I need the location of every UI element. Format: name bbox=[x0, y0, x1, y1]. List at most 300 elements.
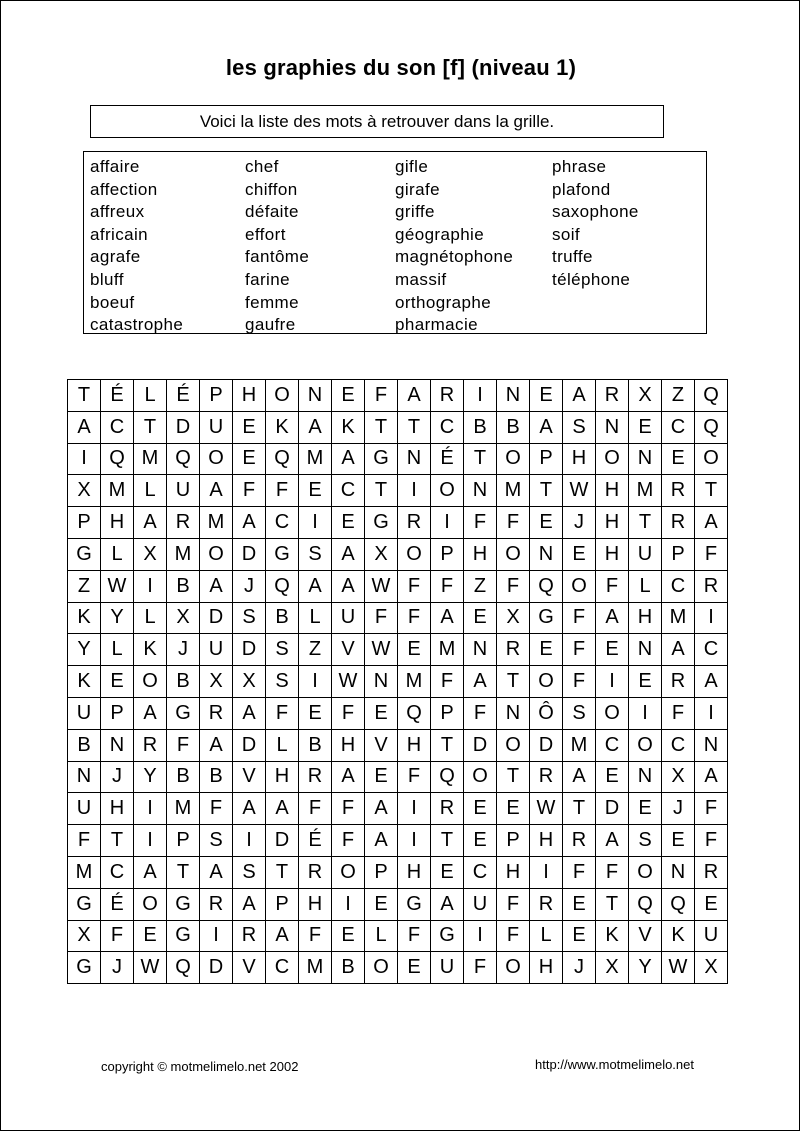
grid-cell: A bbox=[695, 507, 728, 539]
grid-cell: X bbox=[596, 952, 629, 984]
grid-cell: A bbox=[200, 856, 233, 888]
grid-row bbox=[68, 380, 728, 412]
grid-cell: F bbox=[398, 761, 431, 793]
grid-cell: A bbox=[200, 570, 233, 602]
grid-cell: O bbox=[596, 443, 629, 475]
grid-cell: D bbox=[596, 793, 629, 825]
grid-cell: A bbox=[68, 411, 101, 443]
grid-cell: M bbox=[101, 475, 134, 507]
grid-cell: Ô bbox=[530, 697, 563, 729]
grid-cell: M bbox=[200, 507, 233, 539]
page-title: les graphies du son [f] (niveau 1) bbox=[225, 55, 577, 80]
grid-cell: E bbox=[365, 761, 398, 793]
grid-cell: N bbox=[629, 761, 662, 793]
grid-cell: F bbox=[68, 825, 101, 857]
grid-cell: J bbox=[101, 952, 134, 984]
word-item: affreux bbox=[90, 202, 145, 222]
grid-cell: C bbox=[266, 507, 299, 539]
grid-cell: A bbox=[233, 697, 266, 729]
grid-cell: U bbox=[332, 602, 365, 634]
grid-cell: A bbox=[530, 411, 563, 443]
word-item: chiffon bbox=[245, 179, 298, 199]
grid-cell: A bbox=[332, 761, 365, 793]
grid-cell: H bbox=[530, 825, 563, 857]
grid-cell: N bbox=[629, 443, 662, 475]
grid-cell: H bbox=[101, 507, 134, 539]
grid-cell: C bbox=[662, 411, 695, 443]
grid-cell: F bbox=[365, 602, 398, 634]
grid-cell: U bbox=[431, 952, 464, 984]
grid-cell: R bbox=[530, 888, 563, 920]
grid-cell: H bbox=[233, 380, 266, 412]
grid-cell: F bbox=[695, 538, 728, 570]
grid-cell: P bbox=[497, 825, 530, 857]
grid-cell: V bbox=[629, 920, 662, 952]
grid-cell: N bbox=[596, 411, 629, 443]
word-item: chef bbox=[245, 157, 279, 176]
grid-cell: F bbox=[398, 602, 431, 634]
grid-cell: W bbox=[101, 570, 134, 602]
word-item: gaufre bbox=[245, 315, 296, 335]
grid-cell: D bbox=[200, 602, 233, 634]
grid-cell: A bbox=[398, 380, 431, 412]
grid-cell: F bbox=[464, 697, 497, 729]
grid-cell: E bbox=[134, 920, 167, 952]
grid-cell: E bbox=[299, 475, 332, 507]
grid-cell: S bbox=[266, 634, 299, 666]
grid-cell: B bbox=[68, 729, 101, 761]
grid-cell: M bbox=[167, 793, 200, 825]
grid-cell: T bbox=[431, 825, 464, 857]
grid-cell: Q bbox=[266, 443, 299, 475]
grid-cell: G bbox=[167, 888, 200, 920]
grid-cell: R bbox=[134, 729, 167, 761]
grid-cell: Q bbox=[167, 952, 200, 984]
grid-cell: A bbox=[365, 793, 398, 825]
grid-cell: A bbox=[266, 920, 299, 952]
grid-cell: K bbox=[332, 411, 365, 443]
grid-cell: I bbox=[134, 570, 167, 602]
grid-cell: R bbox=[530, 761, 563, 793]
grid-cell: L bbox=[101, 538, 134, 570]
grid-cell: E bbox=[101, 666, 134, 698]
grid-cell: O bbox=[398, 538, 431, 570]
grid-cell: J bbox=[101, 761, 134, 793]
grid-cell: I bbox=[68, 443, 101, 475]
grid-cell: S bbox=[200, 825, 233, 857]
grid-cell: G bbox=[167, 920, 200, 952]
grid-cell: R bbox=[662, 507, 695, 539]
grid-cell: E bbox=[629, 793, 662, 825]
word-item: fantôme bbox=[245, 247, 310, 267]
word-item: africain bbox=[90, 224, 149, 244]
grid-cell: K bbox=[596, 920, 629, 952]
grid-cell: H bbox=[629, 602, 662, 634]
grid-cell: C bbox=[101, 411, 134, 443]
grid-cell: A bbox=[662, 634, 695, 666]
grid-cell: K bbox=[134, 634, 167, 666]
grid-cell: E bbox=[431, 856, 464, 888]
grid-cell: I bbox=[629, 697, 662, 729]
grid-row bbox=[68, 411, 728, 443]
grid-cell: G bbox=[68, 952, 101, 984]
grid-cell: É bbox=[101, 380, 134, 412]
grid-cell: T bbox=[695, 475, 728, 507]
grid-cell: G bbox=[398, 888, 431, 920]
grid-cell: O bbox=[563, 570, 596, 602]
grid-cell: N bbox=[398, 443, 431, 475]
word-item: affection bbox=[90, 179, 158, 199]
grid-cell: N bbox=[464, 475, 497, 507]
grid-cell: A bbox=[299, 411, 332, 443]
grid-cell: N bbox=[662, 856, 695, 888]
grid-cell: R bbox=[167, 507, 200, 539]
grid-cell: X bbox=[629, 380, 662, 412]
grid-row bbox=[68, 443, 728, 475]
grid-cell: A bbox=[134, 697, 167, 729]
grid-cell: F bbox=[266, 475, 299, 507]
word-item: orthographe bbox=[395, 292, 492, 312]
grid-cell: Z bbox=[68, 570, 101, 602]
grid-cell: F bbox=[431, 570, 464, 602]
grid-cell: Q bbox=[695, 411, 728, 443]
website-url: http://www.motmelimelo.net bbox=[535, 1057, 694, 1072]
grid-cell: U bbox=[200, 411, 233, 443]
grid-row bbox=[68, 761, 728, 793]
grid-cell: B bbox=[167, 570, 200, 602]
grid-cell: O bbox=[365, 952, 398, 984]
grid-cell: H bbox=[497, 856, 530, 888]
grid-cell: F bbox=[662, 697, 695, 729]
grid-cell: B bbox=[167, 761, 200, 793]
grid-cell: H bbox=[563, 443, 596, 475]
grid-cell: A bbox=[464, 666, 497, 698]
grid-cell: H bbox=[398, 729, 431, 761]
grid-cell: N bbox=[365, 666, 398, 698]
grid-cell: N bbox=[101, 729, 134, 761]
grid-row bbox=[68, 920, 728, 952]
grid-cell: E bbox=[464, 825, 497, 857]
grid-cell: R bbox=[431, 380, 464, 412]
grid-cell: L bbox=[266, 729, 299, 761]
grid-cell: F bbox=[596, 570, 629, 602]
word-item: griffe bbox=[395, 202, 435, 222]
grid-cell: R bbox=[695, 856, 728, 888]
grid-cell: Q bbox=[530, 570, 563, 602]
grid-cell: P bbox=[431, 697, 464, 729]
grid-cell: J bbox=[167, 634, 200, 666]
grid-cell: T bbox=[365, 475, 398, 507]
grid-cell: E bbox=[299, 697, 332, 729]
grid-cell: D bbox=[464, 729, 497, 761]
word-column-3 bbox=[395, 156, 513, 337]
grid-cell: F bbox=[563, 856, 596, 888]
grid-cell: A bbox=[563, 380, 596, 412]
grid-cell: H bbox=[332, 729, 365, 761]
grid-cell: B bbox=[299, 729, 332, 761]
grid-cell: R bbox=[398, 507, 431, 539]
grid-cell: E bbox=[233, 411, 266, 443]
word-item: farine bbox=[245, 269, 290, 289]
grid-cell: U bbox=[200, 634, 233, 666]
grid-row bbox=[68, 475, 728, 507]
grid-cell: O bbox=[695, 443, 728, 475]
grid-cell: X bbox=[695, 952, 728, 984]
grid-cell: O bbox=[497, 729, 530, 761]
grid-cell: E bbox=[563, 920, 596, 952]
grid-cell: I bbox=[464, 920, 497, 952]
grid-cell: A bbox=[134, 856, 167, 888]
grid-cell: E bbox=[596, 761, 629, 793]
grid-cell: K bbox=[68, 602, 101, 634]
grid-cell: S bbox=[629, 825, 662, 857]
grid-cell: Z bbox=[299, 634, 332, 666]
grid-cell: E bbox=[629, 411, 662, 443]
grid-row bbox=[68, 538, 728, 570]
grid-cell: Q bbox=[266, 570, 299, 602]
grid-cell: I bbox=[332, 888, 365, 920]
grid-cell: E bbox=[332, 920, 365, 952]
grid-cell: K bbox=[68, 666, 101, 698]
word-item: femme bbox=[245, 292, 299, 312]
grid-cell: G bbox=[365, 443, 398, 475]
grid-cell: R bbox=[299, 761, 332, 793]
grid-cell: F bbox=[167, 729, 200, 761]
grid-cell: R bbox=[200, 888, 233, 920]
grid-cell: L bbox=[134, 380, 167, 412]
grid-cell: P bbox=[662, 538, 695, 570]
grid-cell: I bbox=[398, 793, 431, 825]
grid-cell: U bbox=[629, 538, 662, 570]
grid-cell: P bbox=[266, 888, 299, 920]
grid-cell: I bbox=[530, 856, 563, 888]
grid-cell: A bbox=[299, 570, 332, 602]
grid-cell: W bbox=[530, 793, 563, 825]
grid-cell: N bbox=[629, 634, 662, 666]
grid-cell: O bbox=[464, 761, 497, 793]
grid-cell: B bbox=[332, 952, 365, 984]
grid-cell: E bbox=[563, 888, 596, 920]
grid-cell: H bbox=[596, 475, 629, 507]
grid-cell: F bbox=[365, 380, 398, 412]
grid-cell: F bbox=[431, 666, 464, 698]
word-item: géographie bbox=[395, 224, 485, 244]
grid-cell: D bbox=[233, 634, 266, 666]
grid-cell: B bbox=[200, 761, 233, 793]
grid-cell: R bbox=[200, 697, 233, 729]
grid-row bbox=[68, 888, 728, 920]
grid-cell: H bbox=[266, 761, 299, 793]
grid-cell: D bbox=[530, 729, 563, 761]
grid-cell: Q bbox=[398, 697, 431, 729]
grid-cell: O bbox=[629, 856, 662, 888]
grid-cell: I bbox=[695, 602, 728, 634]
grid-cell: L bbox=[101, 634, 134, 666]
grid-cell: F bbox=[464, 952, 497, 984]
grid-cell: O bbox=[134, 888, 167, 920]
grid-cell: X bbox=[662, 761, 695, 793]
grid-cell: G bbox=[266, 538, 299, 570]
grid-cell: Y bbox=[68, 634, 101, 666]
grid-cell: R bbox=[299, 856, 332, 888]
grid-cell: N bbox=[530, 538, 563, 570]
grid-cell: E bbox=[464, 793, 497, 825]
grid-cell: F bbox=[497, 570, 530, 602]
grid-cell: R bbox=[233, 920, 266, 952]
grid-cell: P bbox=[200, 380, 233, 412]
grid-cell: F bbox=[233, 475, 266, 507]
grid-cell: M bbox=[134, 443, 167, 475]
grid-cell: R bbox=[563, 825, 596, 857]
grid-row bbox=[68, 952, 728, 984]
grid-cell: C bbox=[596, 729, 629, 761]
grid-cell: A bbox=[266, 793, 299, 825]
grid-cell: U bbox=[68, 697, 101, 729]
word-item: gifle bbox=[395, 157, 429, 176]
grid-cell: Q bbox=[695, 380, 728, 412]
grid-cell: C bbox=[695, 634, 728, 666]
word-item: girafe bbox=[395, 179, 440, 199]
grid-row bbox=[68, 697, 728, 729]
grid-cell: A bbox=[233, 507, 266, 539]
grid-cell: E bbox=[662, 443, 695, 475]
grid-cell: J bbox=[662, 793, 695, 825]
grid-cell: I bbox=[398, 475, 431, 507]
grid-cell: E bbox=[233, 443, 266, 475]
grid-cell: F bbox=[695, 825, 728, 857]
grid-cell: C bbox=[266, 952, 299, 984]
word-item: truffe bbox=[552, 247, 593, 267]
grid-row bbox=[68, 856, 728, 888]
grid-cell: E bbox=[662, 825, 695, 857]
grid-cell: É bbox=[299, 825, 332, 857]
grid-cell: T bbox=[134, 411, 167, 443]
grid-cell: U bbox=[695, 920, 728, 952]
grid-cell: É bbox=[431, 443, 464, 475]
grid-cell: D bbox=[200, 952, 233, 984]
grid-cell: H bbox=[101, 793, 134, 825]
grid-cell: Q bbox=[101, 443, 134, 475]
grid-cell: Q bbox=[662, 888, 695, 920]
grid-cell: F bbox=[563, 602, 596, 634]
grid-row bbox=[68, 634, 728, 666]
word-item: plafond bbox=[552, 179, 611, 199]
grid-cell: A bbox=[431, 888, 464, 920]
grid-cell: F bbox=[299, 920, 332, 952]
grid-cell: Z bbox=[662, 380, 695, 412]
grid-cell: T bbox=[563, 793, 596, 825]
grid-cell: A bbox=[695, 761, 728, 793]
grid-cell: I bbox=[464, 380, 497, 412]
grid-cell: M bbox=[662, 602, 695, 634]
grid-cell: C bbox=[464, 856, 497, 888]
grid-row bbox=[68, 602, 728, 634]
grid-cell: T bbox=[497, 761, 530, 793]
grid-cell: I bbox=[299, 666, 332, 698]
grid-cell: O bbox=[596, 697, 629, 729]
grid-cell: A bbox=[431, 602, 464, 634]
grid-cell: F bbox=[497, 920, 530, 952]
grid-cell: H bbox=[596, 507, 629, 539]
grid-row bbox=[68, 570, 728, 602]
grid-row bbox=[68, 825, 728, 857]
grid-cell: V bbox=[233, 761, 266, 793]
grid-cell: S bbox=[563, 697, 596, 729]
grid-cell: R bbox=[596, 380, 629, 412]
grid-cell: A bbox=[365, 825, 398, 857]
grid-cell: S bbox=[233, 602, 266, 634]
grid-row bbox=[68, 729, 728, 761]
grid-cell: X bbox=[167, 602, 200, 634]
word-item: massif bbox=[395, 269, 447, 289]
grid-cell: O bbox=[200, 538, 233, 570]
grid-cell: E bbox=[497, 793, 530, 825]
grid-cell: F bbox=[266, 697, 299, 729]
grid-cell: U bbox=[464, 888, 497, 920]
grid-cell: F bbox=[563, 634, 596, 666]
grid-cell: I bbox=[134, 825, 167, 857]
grid-cell: K bbox=[266, 411, 299, 443]
grid-cell: A bbox=[332, 443, 365, 475]
word-column-4 bbox=[552, 156, 639, 292]
grid-cell: L bbox=[299, 602, 332, 634]
grid-cell: T bbox=[266, 856, 299, 888]
grid-cell: N bbox=[497, 697, 530, 729]
grid-cell: A bbox=[233, 793, 266, 825]
grid-cell: L bbox=[365, 920, 398, 952]
grid-cell: C bbox=[431, 411, 464, 443]
grid-cell: E bbox=[464, 602, 497, 634]
grid-cell: E bbox=[596, 634, 629, 666]
grid-cell: F bbox=[464, 507, 497, 539]
grid-cell: F bbox=[563, 666, 596, 698]
grid-cell: F bbox=[101, 920, 134, 952]
grid-cell: D bbox=[233, 729, 266, 761]
grid-cell: F bbox=[398, 570, 431, 602]
grid-cell: T bbox=[431, 729, 464, 761]
grid-cell: K bbox=[662, 920, 695, 952]
grid-cell: T bbox=[530, 475, 563, 507]
grid-cell: Q bbox=[167, 443, 200, 475]
grid-cell: V bbox=[365, 729, 398, 761]
grid-cell: M bbox=[167, 538, 200, 570]
grid-cell: É bbox=[101, 888, 134, 920]
grid-cell: M bbox=[431, 634, 464, 666]
grid-row bbox=[68, 507, 728, 539]
grid-cell: U bbox=[167, 475, 200, 507]
grid-cell: P bbox=[167, 825, 200, 857]
grid-cell: I bbox=[134, 793, 167, 825]
grid-cell: X bbox=[68, 475, 101, 507]
grid-cell: A bbox=[596, 825, 629, 857]
copyright-text: copyright © motmelimelo.net 2002 bbox=[101, 1059, 299, 1074]
word-item: catastrophe bbox=[90, 315, 184, 335]
grid-cell: E bbox=[563, 538, 596, 570]
word-item: défaite bbox=[245, 202, 299, 222]
grid-cell: T bbox=[68, 380, 101, 412]
grid-cell: Q bbox=[431, 761, 464, 793]
grid-cell: V bbox=[332, 634, 365, 666]
grid-cell: E bbox=[695, 888, 728, 920]
grid-cell: X bbox=[233, 666, 266, 698]
grid-cell: P bbox=[365, 856, 398, 888]
grid-cell: O bbox=[497, 952, 530, 984]
grid-cell: H bbox=[398, 856, 431, 888]
grid-cell: W bbox=[365, 634, 398, 666]
grid-cell: N bbox=[464, 634, 497, 666]
grid-cell: G bbox=[530, 602, 563, 634]
grid-cell: C bbox=[662, 570, 695, 602]
